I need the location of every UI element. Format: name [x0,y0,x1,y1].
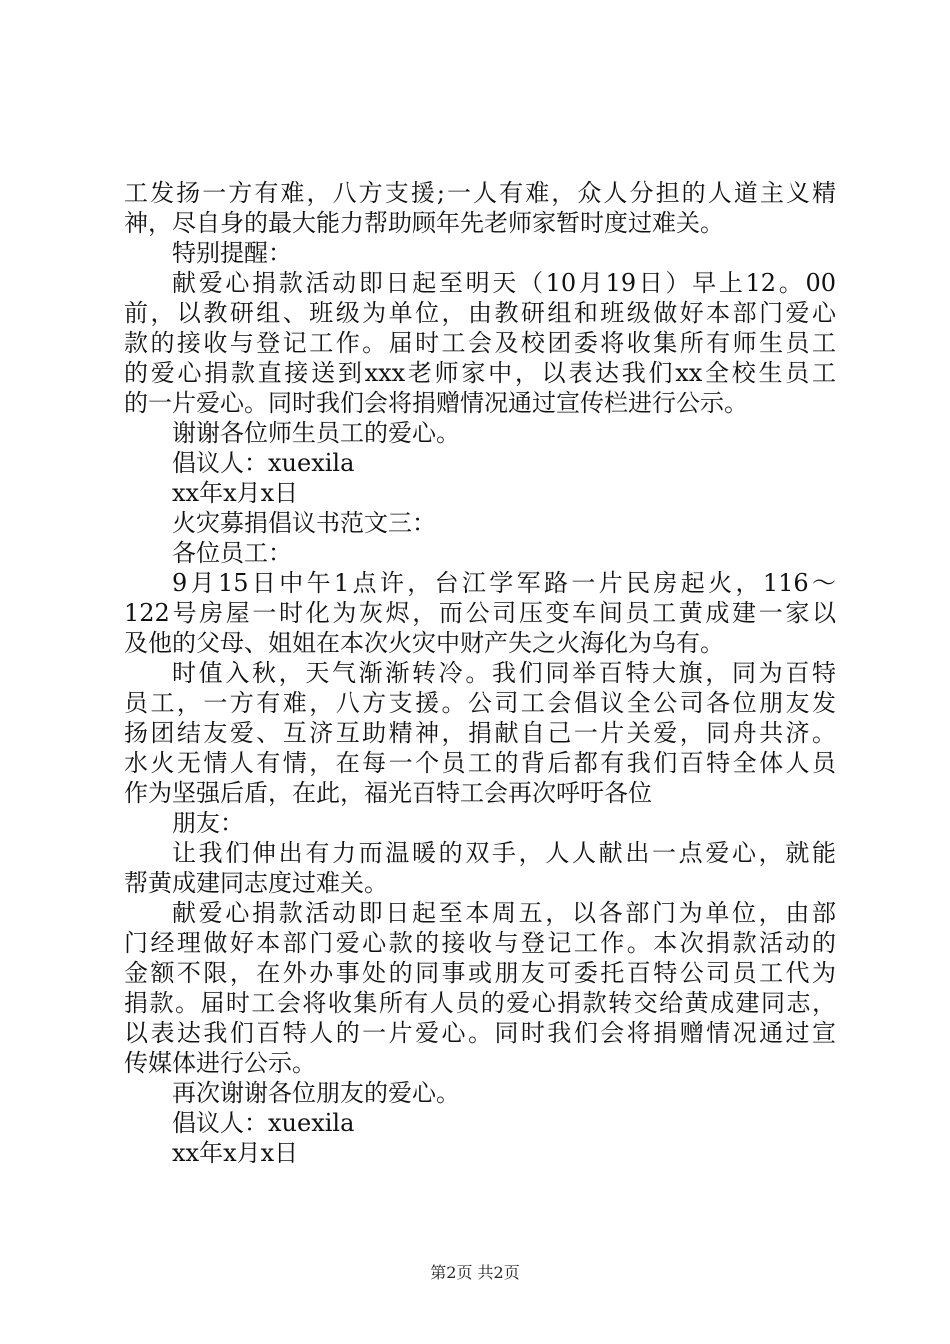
text-line: 火灾募捐倡议书范文三： [172,509,436,537]
text-line: 9月15日中午1点许，台江学军路一片民房起火，116～ [172,569,836,597]
text-line: 时值入秋，天气渐渐转冷。我们同举百特大旗，同为百特 [172,659,836,687]
document-body [124,178,836,1168]
text-line: 水火无情人有情，在每一个员工的背后都有我们百特全体人员 [124,749,836,777]
text-line: 款的接收与登记工作。届时工会及校团委将收集所有师生员工 [124,329,836,357]
text-line: 工发扬一方有难，八方支援;一人有难，众人分担的人道主义精 [124,179,836,207]
text-line: 捐款。届时工会将收集所有人员的爱心捐款转交给黄成建同志， [124,989,836,1017]
text-line: 倡议人：xuexila [172,1109,355,1137]
text-line: 谢谢各位师生员工的爱心。 [172,419,460,447]
text-line: 帮黄成建同志度过难关。 [124,869,388,897]
text-line: 各位员工： [172,539,292,567]
text-line: 再次谢谢各位朋友的爱心。 [172,1079,460,1107]
text-line: 门经理做好本部门爱心款的接收与登记工作。本次捐款活动的 [124,929,836,957]
text-line: 特别提醒： [172,239,292,267]
text-line: 倡议人：xuexila [172,449,355,477]
text-line: 神，尽自身的最大能力帮助顾年先老师家暂时度过难关。 [124,209,724,237]
text-line: 122号房屋一时化为灰烬，而公司压变车间员工黄成建一家以 [124,599,836,627]
text-line: 作为坚强后盾，在此，福光百特工会再次呼吁各位 [124,779,652,807]
text-line: 献爱心捐款活动即日起至本周五，以各部门为单位，由部 [172,899,836,927]
text-line: 前，以教研组、班级为单位，由教研组和班级做好本部门爱心 [124,299,836,327]
text-line: 的爱心捐款直接送到xxx老师家中，以表达我们xx全校生员工 [124,359,836,387]
text-line: 的一片爱心。同时我们会将捐赠情况通过宣传栏进行公示。 [124,389,748,417]
text-line: 以表达我们百特人的一片爱心。同时我们会将捐赠情况通过宣 [124,1019,836,1047]
text-line: 献爱心捐款活动即日起至明天（10月19日）早上12。00 [172,269,836,297]
page-footer: 第2页 共2页 [430,1263,520,1282]
text-line: 员工，一方有难，八方支援。公司工会倡议全公司各位朋友发 [124,689,836,717]
text-line: 金额不限，在外办事处的同事或朋友可委托百特公司员工代为 [124,959,836,987]
text-line: xx年x月x日 [172,1139,299,1167]
text-line: 及他的父母、姐姐在本次火灾中财产失之火海化为乌有。 [124,629,724,657]
text-line: 扬团结友爱、互济互助精神，捐献自己一片关爱，同舟共济。 [124,719,836,747]
text-line: 让我们伸出有力而温暖的双手，人人献出一点爱心，就能 [172,839,836,867]
text-line: xx年x月x日 [172,479,299,507]
text-line: 传媒体进行公示。 [124,1049,316,1077]
text-line: 朋友： [172,809,244,837]
